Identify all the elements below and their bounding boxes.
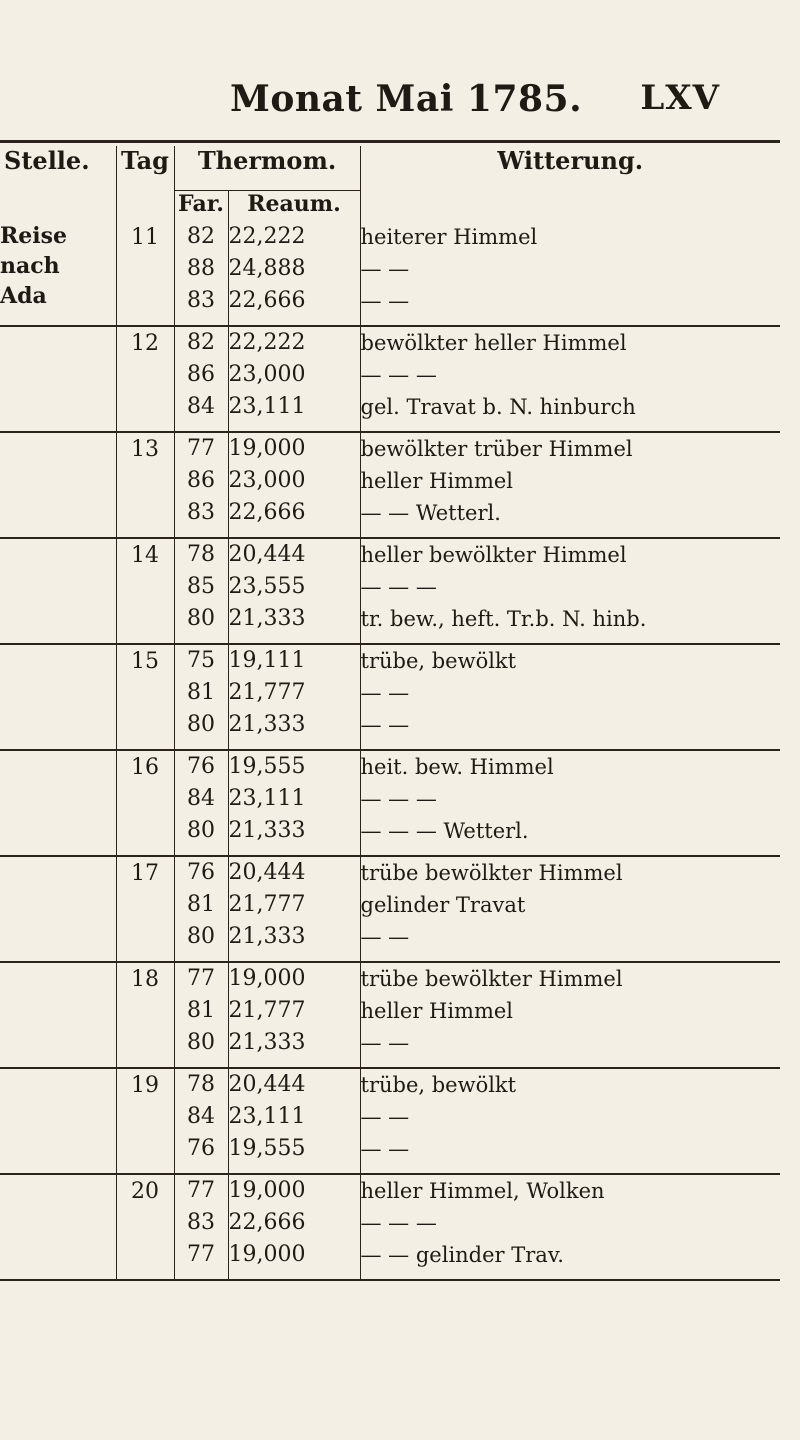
fahrenheit-value: 76: [187, 860, 215, 885]
weather-cell: [360, 221, 780, 326]
weather-value: heit. bew. Himmel: [360, 755, 554, 779]
table-row: [0, 962, 780, 1068]
weather-value: trübe bewölkter Himmel: [360, 967, 623, 991]
place-line: Reise: [0, 223, 68, 249]
weather-cell: [360, 432, 780, 538]
weather-value: trübe, bewölkt: [360, 1073, 517, 1097]
weather-value: — —: [360, 1137, 410, 1161]
day-cell: 17: [116, 856, 174, 962]
fahrenheit-cell: [174, 644, 228, 750]
weather-cell: [360, 644, 780, 750]
table-row: [0, 432, 780, 538]
fahrenheit-cell: [174, 432, 228, 538]
place-cell: [0, 750, 116, 856]
reaumur-value: 22,666: [228, 500, 306, 525]
table-row: [0, 221, 780, 326]
fahrenheit-value: 81: [187, 998, 215, 1023]
place-cell: [0, 1174, 116, 1280]
reaumur-value: 19,000: [228, 436, 306, 461]
col-header-reaumur: Reaum.: [228, 191, 360, 222]
day-cell: 11: [116, 221, 174, 326]
fahrenheit-value: 83: [187, 288, 215, 313]
fahrenheit-value: 86: [187, 362, 215, 387]
fahrenheit-value: 77: [187, 966, 215, 991]
weather-value: — — —: [360, 1211, 437, 1235]
place-cell: [0, 221, 116, 326]
fahrenheit-value: 80: [187, 818, 215, 843]
fahrenheit-cell: [174, 856, 228, 962]
place-cell: [0, 644, 116, 750]
weather-value: — —: [360, 289, 410, 313]
weather-cell: [360, 1174, 780, 1280]
weather-cell: [360, 1068, 780, 1174]
fahrenheit-value: 77: [187, 1242, 215, 1267]
weather-value: trübe bewölkter Himmel: [360, 861, 623, 885]
weather-value: — — gelinder Trav.: [360, 1243, 564, 1267]
table-row: [0, 1174, 780, 1280]
reaumur-cell: [228, 644, 360, 750]
place-cell: [0, 432, 116, 538]
fahrenheit-value: 82: [187, 330, 215, 355]
page-header: [0, 78, 800, 128]
weather-value: — —: [360, 925, 410, 949]
reaumur-value: 19,555: [228, 754, 306, 779]
reaumur-value: 22,666: [228, 1210, 306, 1235]
fahrenheit-value: 78: [187, 1072, 215, 1097]
reaumur-value: 23,000: [228, 362, 306, 387]
fahrenheit-value: 81: [187, 680, 215, 705]
place-cell: [0, 962, 116, 1068]
reaumur-cell: [228, 432, 360, 538]
reaumur-value: 20,444: [228, 542, 306, 567]
weather-value: — —: [360, 1105, 410, 1129]
reaumur-value: 23,000: [228, 468, 306, 493]
reaumur-value: 21,333: [228, 712, 306, 737]
fahrenheit-value: 80: [187, 606, 215, 631]
weather-value: — —: [360, 713, 410, 737]
fahrenheit-value: 77: [187, 1178, 215, 1203]
reaumur-value: 23,111: [228, 394, 306, 419]
fahrenheit-value: 80: [187, 712, 215, 737]
day-cell: 13: [116, 432, 174, 538]
place-cell: [0, 538, 116, 644]
table-body: [0, 221, 780, 1280]
weather-value: trübe, bewölkt: [360, 649, 517, 673]
weather-cell: [360, 962, 780, 1068]
col-header-thermometer: Thermom.: [174, 146, 360, 191]
table-row: [0, 750, 780, 856]
weather-cell: [360, 326, 780, 432]
reaumur-cell: [228, 962, 360, 1068]
reaumur-cell: [228, 326, 360, 432]
table-row: [0, 856, 780, 962]
col-header-tag: Tag: [116, 146, 174, 221]
col-header-ort: Stelle.: [0, 146, 116, 221]
fahrenheit-value: 77: [187, 436, 215, 461]
fahrenheit-value: 84: [187, 394, 215, 419]
weather-value: — — —: [360, 787, 437, 811]
place-cell: [0, 326, 116, 432]
weather-value: — —: [360, 1031, 410, 1055]
weather-value: — — Wetterl.: [360, 501, 501, 525]
day-cell: 16: [116, 750, 174, 856]
reaumur-value: 19,111: [228, 648, 306, 673]
col-header-witterung: Witterung.: [497, 146, 644, 175]
weather-table: [0, 146, 780, 1281]
fahrenheit-value: 88: [187, 256, 215, 281]
fahrenheit-value: 85: [187, 574, 215, 599]
reaumur-value: 24,888: [228, 256, 306, 281]
reaumur-value: 21,777: [228, 892, 306, 917]
reaumur-value: 23,111: [228, 1104, 306, 1129]
fahrenheit-value: 84: [187, 786, 215, 811]
place-cell: [0, 1068, 116, 1174]
weather-value: tr. bew., heft. Tr.b. N. hinb.: [360, 607, 647, 631]
reaumur-value: 21,777: [228, 998, 306, 1023]
page-title: Monat Mai 1785.: [230, 78, 583, 120]
reaumur-value: 19,000: [228, 1242, 306, 1267]
weather-value: — —: [360, 257, 410, 281]
reaumur-value: 21,333: [228, 818, 306, 843]
weather-value: heiterer Himmel: [360, 225, 538, 249]
day-cell: 20: [116, 1174, 174, 1280]
fahrenheit-value: 84: [187, 1104, 215, 1129]
fahrenheit-cell: [174, 326, 228, 432]
weather-value: — —: [360, 681, 410, 705]
reaumur-value: 21,777: [228, 680, 306, 705]
place-line: Ada: [0, 283, 47, 309]
reaumur-cell: [228, 1068, 360, 1174]
col-header-fahrenheit: Far.: [174, 191, 228, 222]
reaumur-value: 19,555: [228, 1136, 306, 1161]
table-row: [0, 538, 780, 644]
fahrenheit-value: 82: [187, 224, 215, 249]
weather-value: heller bewölkter Himmel: [360, 543, 627, 567]
reaumur-cell: [228, 538, 360, 644]
reaumur-value: 21,333: [228, 924, 306, 949]
table-row: [0, 1068, 780, 1174]
weather-value: — — — Wetterl.: [360, 819, 529, 843]
weather-value: gelinder Travat: [360, 893, 526, 917]
reaumur-value: 19,000: [228, 1178, 306, 1203]
reaumur-cell: [228, 221, 360, 326]
reaumur-cell: [228, 856, 360, 962]
fahrenheit-cell: [174, 1068, 228, 1174]
reaumur-cell: [228, 750, 360, 856]
weather-value: bewölkter trüber Himmel: [360, 437, 633, 461]
weather-value: — — —: [360, 575, 437, 599]
reaumur-value: 22,666: [228, 288, 306, 313]
fahrenheit-value: 78: [187, 542, 215, 567]
table-row: [0, 644, 780, 750]
fahrenheit-value: 80: [187, 924, 215, 949]
fahrenheit-value: 76: [187, 754, 215, 779]
weather-value: heller Himmel, Wolken: [360, 1179, 605, 1203]
reaumur-value: 23,555: [228, 574, 306, 599]
weather-cell: [360, 538, 780, 644]
reaumur-value: 22,222: [228, 224, 306, 249]
day-cell: 19: [116, 1068, 174, 1174]
fahrenheit-value: 75: [187, 648, 215, 673]
reaumur-value: 22,222: [228, 330, 306, 355]
fahrenheit-cell: [174, 221, 228, 326]
fahrenheit-cell: [174, 750, 228, 856]
reaumur-value: 20,444: [228, 860, 306, 885]
weather-cell: [360, 856, 780, 962]
fahrenheit-value: 86: [187, 468, 215, 493]
weather-value: — — —: [360, 363, 437, 387]
fahrenheit-value: 76: [187, 1136, 215, 1161]
weather-value: gel. Travat b. N. hinburch: [360, 395, 636, 419]
place-line: nach: [0, 253, 60, 279]
day-cell: 14: [116, 538, 174, 644]
reaumur-value: 23,111: [228, 786, 306, 811]
fahrenheit-value: 80: [187, 1030, 215, 1055]
reaumur-value: 19,000: [228, 966, 306, 991]
top-rule: [0, 140, 780, 143]
page-number: LXV: [640, 78, 720, 118]
reaumur-value: 21,333: [228, 1030, 306, 1055]
weather-cell: [360, 750, 780, 856]
fahrenheit-cell: [174, 1174, 228, 1280]
fahrenheit-value: 83: [187, 1210, 215, 1235]
place-cell: [0, 856, 116, 962]
day-cell: 12: [116, 326, 174, 432]
weather-value: heller Himmel: [360, 999, 514, 1023]
reaumur-cell: [228, 1174, 360, 1280]
day-cell: 18: [116, 962, 174, 1068]
weather-value: heller Himmel: [360, 469, 514, 493]
fahrenheit-value: 81: [187, 892, 215, 917]
fahrenheit-value: 83: [187, 500, 215, 525]
fahrenheit-cell: [174, 538, 228, 644]
table-row: [0, 326, 780, 432]
reaumur-value: 20,444: [228, 1072, 306, 1097]
day-cell: 15: [116, 644, 174, 750]
weather-value: bewölkter heller Himmel: [360, 331, 627, 355]
fahrenheit-cell: [174, 962, 228, 1068]
reaumur-value: 21,333: [228, 606, 306, 631]
